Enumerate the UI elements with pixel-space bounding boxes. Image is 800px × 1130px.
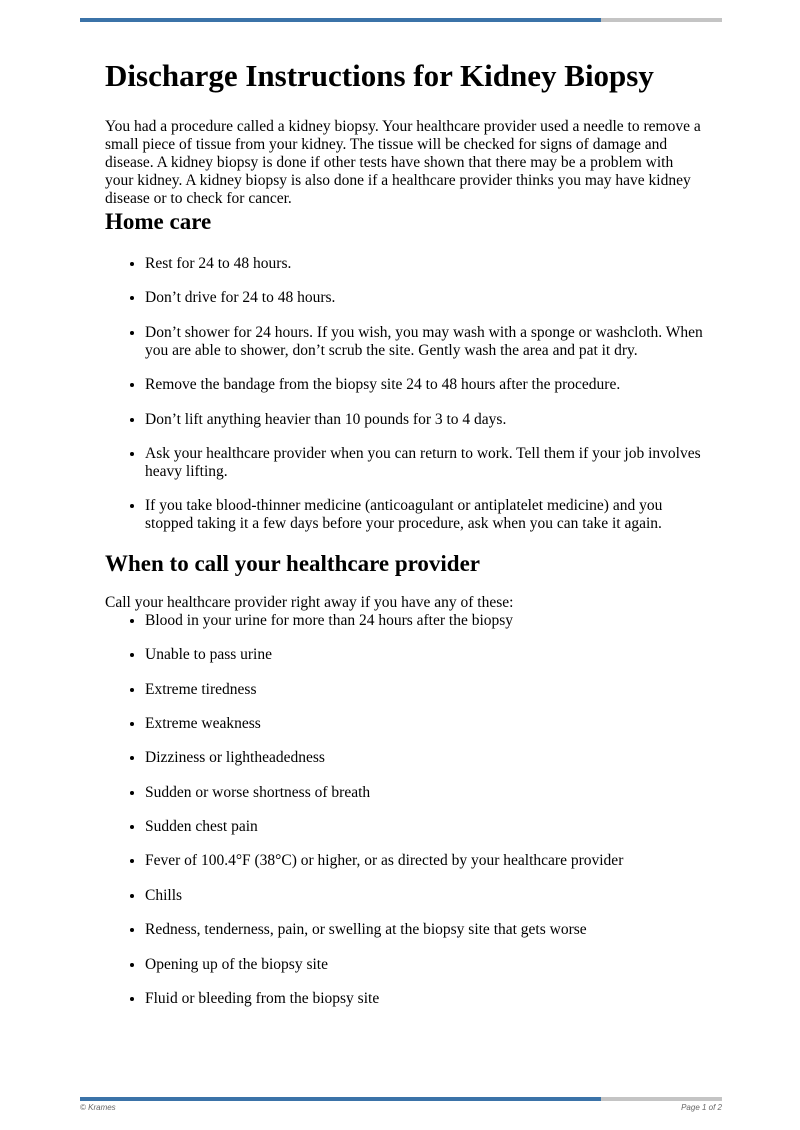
page-title: Discharge Instructions for Kidney Biopsy: [105, 58, 654, 93]
home-care-heading: Home care: [105, 209, 212, 234]
bottom-rule-blue: [80, 1097, 601, 1101]
list-item: • Fever of 100.4°F (38°C) or higher, or as directed by your healthcare provider: [145, 852, 705, 870]
when-to-call-list: [105, 612, 705, 1008]
list-item: • Extreme weakness: [145, 715, 705, 733]
list-item: • Sudden chest pain: [145, 818, 705, 836]
footer-page-number: Page 1 of 2: [681, 1103, 722, 1112]
list-item: • Dizziness or lightheadedness: [145, 749, 705, 767]
list-item: • Sudden or worse shortness of breath: [145, 784, 705, 802]
list-item: • Extreme tiredness: [145, 681, 705, 699]
bottom-rule-gray: [601, 1097, 722, 1101]
document-body: [105, 56, 705, 1024]
list-item: • Ask your healthcare provider when you can return to work. Tell them if your job involves heavy lifting.: [145, 445, 705, 481]
list-item: • Redness, tenderness, pain, or swelling at the biopsy site that gets worse: [145, 921, 705, 939]
bottom-rule: [80, 1097, 722, 1101]
intro-paragraph: You had a procedure called a kidney biopsy. Your healthcare provider used a needle to remove a small piece of tissue from your kidney. The tissue will be checked for signs of damage and disease. A kidney biopsy is done if other tests have shown that there may be a problem with your kidney. A kidney biopsy is also done if a healthcare provider thinks you may have kidney disease or to check for cancer.: [105, 118, 701, 207]
list-item: • If you take blood-thinner medicine (anticoagulant or antiplatelet medicine) and you stopped taking it a few days before your procedure, ask when you can take it again.: [145, 497, 705, 533]
list-item: • Fluid or bleeding from the biopsy site: [145, 990, 705, 1008]
footer-copyright: © Krames: [80, 1103, 116, 1112]
list-item: • Don’t lift anything heavier than 10 pounds for 3 to 4 days.: [145, 411, 705, 429]
list-item: • Opening up of the biopsy site: [145, 956, 705, 974]
list-item: • Blood in your urine for more than 24 hours after the biopsy: [145, 612, 705, 630]
list-item: • Don’t shower for 24 hours. If you wish, you may wash with a sponge or washcloth. When you are able to shower, don’t scrub the site. Gently wash the area and pat it dry.: [145, 324, 705, 360]
top-rule-gray: [601, 18, 722, 22]
list-item: • Unable to pass urine: [145, 646, 705, 664]
list-item: • Rest for 24 to 48 hours.: [145, 255, 705, 273]
when-to-call-lead: Call your healthcare provider right away if you have any of these:: [105, 593, 514, 611]
list-item: • Chills: [145, 887, 705, 905]
top-rule: [80, 18, 722, 22]
when-to-call-heading: When to call your healthcare provider: [105, 550, 481, 576]
list-item: • Don’t drive for 24 to 48 hours.: [145, 289, 705, 307]
list-item: • Remove the bandage from the biopsy site 24 to 48 hours after the procedure.: [145, 376, 705, 394]
top-rule-blue: [80, 18, 601, 22]
home-care-list: [105, 255, 705, 533]
